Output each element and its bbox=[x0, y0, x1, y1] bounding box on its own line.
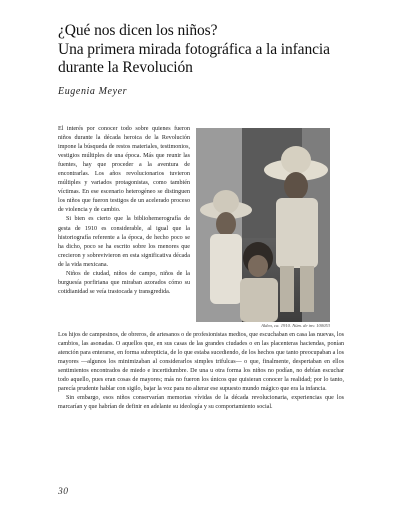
full-width-text bbox=[58, 331, 344, 412]
article-title bbox=[58, 22, 358, 78]
paragraph: Niños de ciudad, niños de campo, niños de la burguesía porfiriana que miraban azorados cómo su cotidianidad se veía trastocada y transgredida. bbox=[58, 270, 190, 295]
historical-photo-children bbox=[196, 128, 330, 322]
paragraph: Si bien es cierto que la bibliohemerografía de gesta de 1910 es considerable, al igual que la historiografía referente a la época, de hecho poco se ha dicho, poco se ha escrito sobre los menores que crecieron y sobrevivieron en esta significativa década de la vida mexicana. bbox=[58, 216, 190, 268]
title-line: durante la Revolución bbox=[58, 59, 193, 76]
paragraph: El interés por conocer todo sobre quienes fueron niños durante la década heroica de la Revolución impone la búsqueda de restos materiales, testimonios, vestigios múltiples de una época. Más que reunir las fuentes, hay que proceder a la aventura de encontrarlas. Los años revolucionarios tuvieron múltiples y variados protagonistas, como también víctimas. En ese escenario heterogéneo se distinguen los niños que fueron testigos de un acelerado proceso de violencia y de cambio. bbox=[58, 126, 190, 214]
paragraph: Los hijos de campesinos, de obreros, de artesanos o de profesionistas medios, que escuchaban en casa las nuevas, los cambios, las asonadas. O aquellos que, en sus casas de las grandes ciudades o en las placenteras haciendas, ponían atención para enterarse, en forma subrepticia, de lo que estaba sucediendo, de los hechos que tanto preocupaban a los mayores —algunos los minimizaban al considerarlos simples trifulcas— o que, finalmente, despertaban en ellos sentimientos encontrados de miedo e incertidumbre. De una u otra forma los niños no podían, no debían escuchar todo aquello, pues eran cosas de mayores; más no fueron los únicos que quisieran conocer la realidad; por lo tanto, parecía prudente hablar con sigilo, bajar la voz para no alterar ese supuesto mundo mágico que era la infancia. bbox=[58, 332, 344, 393]
photo-caption: Aldea, ca. 1910. Núm. de inv. 100053 bbox=[261, 323, 330, 328]
page-number: 30 bbox=[58, 487, 69, 497]
paragraph: Sin embargo, esos niños conservarían memorias vívidas de la década revolucionaria, experiencias que los marcarían y que habrían de definir en adelante su ideología y su comportamiento social. bbox=[58, 395, 344, 411]
author-name: Eugenia Meyer bbox=[58, 86, 128, 97]
title-line: ¿Qué nos dicen los niños? bbox=[58, 22, 218, 39]
title-line: Una primera mirada fotográfica a la infancia bbox=[58, 40, 330, 58]
photo-illustration bbox=[196, 128, 330, 322]
left-column-text bbox=[58, 125, 190, 297]
